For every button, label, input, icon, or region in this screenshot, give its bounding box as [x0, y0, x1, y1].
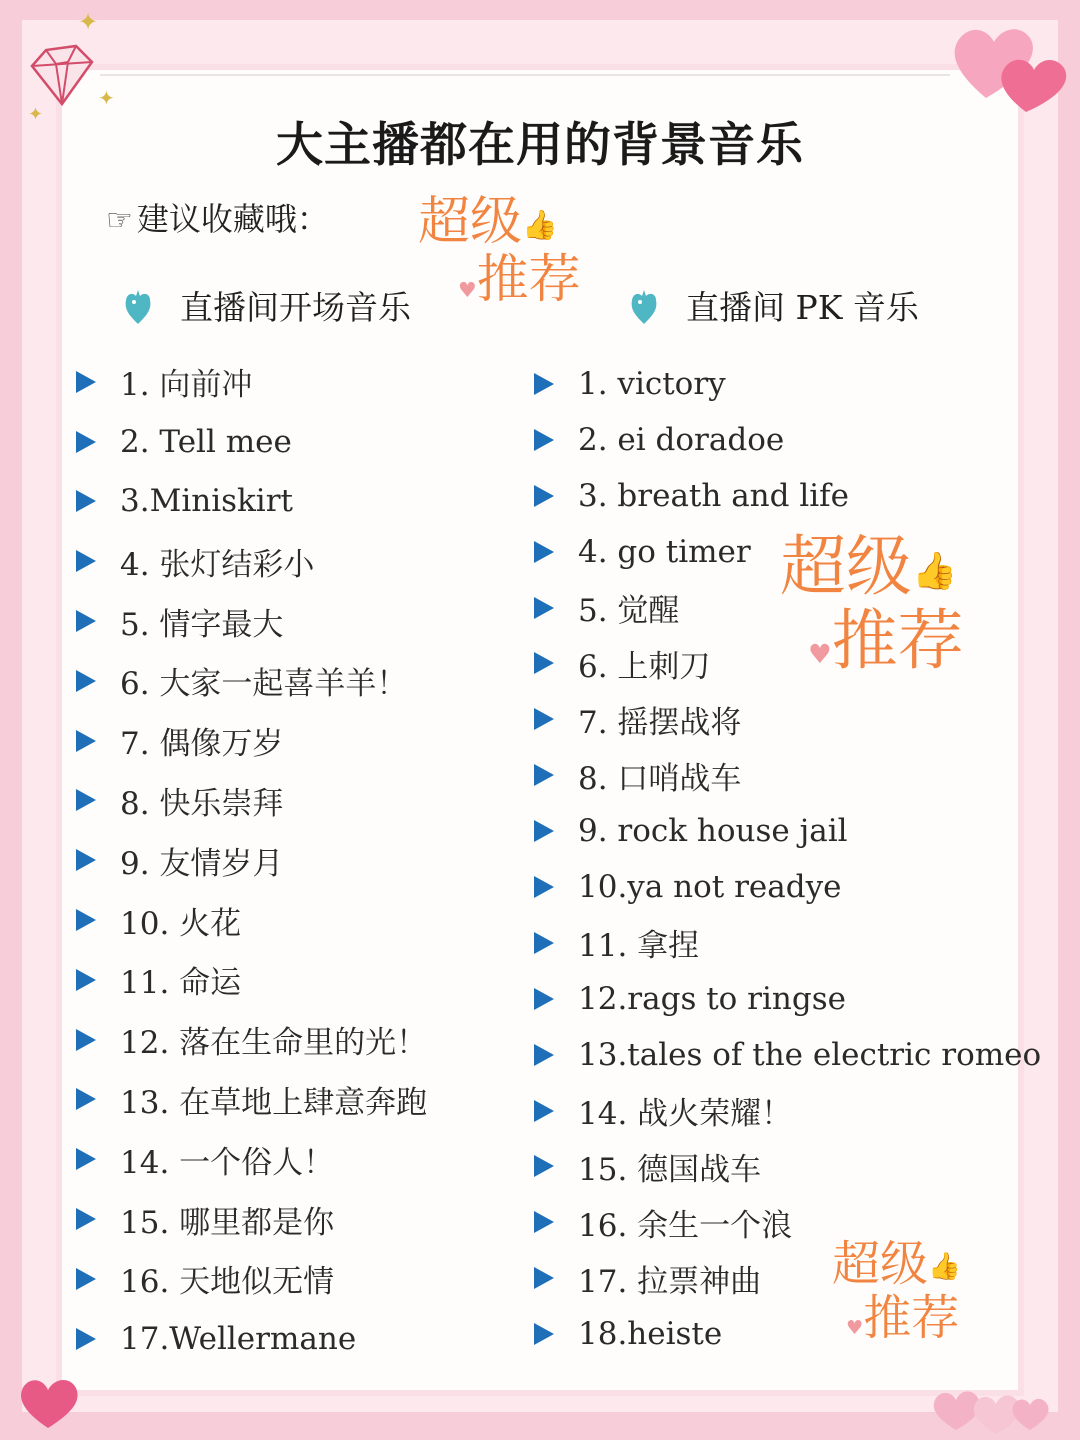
play-arrow-icon	[534, 932, 554, 954]
play-arrow-icon	[534, 876, 554, 898]
play-arrow-icon	[534, 429, 554, 451]
play-arrow-icon	[76, 1148, 96, 1170]
list-item-text: 14. 战火荣耀！	[578, 1096, 793, 1133]
list-item	[76, 890, 427, 950]
opening-music-list	[76, 352, 427, 1369]
list-item	[534, 803, 1041, 859]
list-item-text: 5. 觉醒	[578, 593, 680, 629]
list-item	[534, 1083, 1041, 1139]
list-item	[534, 915, 1041, 971]
list-item-text: 17.Wellermane	[120, 1320, 357, 1357]
list-item-text: 15. 哪里都是你	[120, 1204, 335, 1241]
list-item-text: 9. rock house jail	[578, 813, 848, 850]
play-arrow-icon	[76, 610, 96, 632]
list-item	[76, 531, 427, 591]
play-arrow-icon	[534, 541, 554, 563]
list-item-text: 11. 命运	[120, 965, 242, 1002]
list-item-text: 3.Miniskirt	[120, 483, 293, 520]
list-item-text: 12. 落在生命里的光！	[120, 1025, 428, 1062]
list-item	[534, 691, 1041, 747]
heart-icon: ♥	[458, 278, 477, 302]
sparkle-icon: ✦	[28, 104, 44, 125]
play-arrow-icon	[534, 1211, 554, 1233]
play-arrow-icon	[534, 1100, 554, 1122]
list-item-text: 13.tales of the electric romeo	[578, 1036, 1042, 1073]
play-arrow-icon	[534, 1155, 554, 1177]
list-item	[534, 524, 1041, 580]
stamp-line2: 推荐	[831, 602, 964, 679]
play-arrow-icon	[76, 371, 96, 393]
page-title: 大主播都在用的背景音乐	[276, 118, 804, 173]
stamp-line2: 推荐	[476, 250, 581, 310]
list-item	[534, 356, 1041, 412]
list-item	[534, 412, 1041, 468]
pointing-hand-icon: ☞	[106, 203, 133, 238]
bird-icon	[120, 286, 156, 326]
thumbs-up-icon: 👍	[912, 548, 958, 592]
list-item-text: 18.heiste	[578, 1316, 723, 1353]
play-arrow-icon	[534, 1267, 554, 1289]
list-item	[76, 591, 427, 651]
list-item	[534, 580, 1041, 636]
play-arrow-icon	[76, 969, 96, 991]
section-heading-opening	[120, 282, 411, 329]
list-item-text: 7. 偶像万岁	[120, 726, 284, 763]
list-item	[76, 771, 427, 831]
play-arrow-icon	[534, 988, 554, 1010]
hearts-icon	[946, 8, 1076, 118]
list-item-text: 17. 拉票神曲	[578, 1263, 762, 1300]
diamond-icon	[22, 28, 102, 108]
list-item	[76, 950, 427, 1010]
play-arrow-icon	[534, 597, 554, 619]
list-item	[534, 468, 1041, 524]
list-item-text: 7. 摇摆战将	[578, 704, 742, 741]
list-item	[76, 1249, 427, 1309]
heart-icon: ♥	[808, 639, 832, 670]
list-item	[76, 1070, 427, 1130]
list-item-text: 13. 在草地上肆意奔跑	[120, 1084, 428, 1121]
play-arrow-icon	[76, 909, 96, 931]
list-item	[534, 1306, 1041, 1362]
save-tip-text: 建议收藏哦：	[136, 200, 329, 238]
list-item	[534, 747, 1041, 803]
play-arrow-icon	[76, 1088, 96, 1110]
list-item-text: 10. 火花	[120, 905, 242, 942]
list-item	[76, 651, 427, 711]
play-arrow-icon	[76, 1268, 96, 1290]
list-item-text: 14. 一个俗人！	[120, 1144, 335, 1181]
list-item-text: 4. go timer	[578, 533, 751, 570]
list-item-text: 8. 口哨战车	[578, 760, 742, 797]
list-item-text: 3. breath and life	[578, 477, 849, 514]
list-item-text: 1. victory	[578, 365, 726, 402]
list-item-text: 11. 拿捏	[578, 928, 700, 965]
list-item-text: 9. 友情岁月	[120, 845, 284, 882]
list-item-text: 2. ei doradoe	[578, 421, 785, 458]
play-arrow-icon	[534, 1044, 554, 1066]
list-item-text: 15. 德国战车	[578, 1151, 762, 1188]
list-item	[76, 711, 427, 771]
list-item	[76, 1189, 427, 1249]
top-divider	[100, 74, 950, 76]
stamp-line1: 超级	[418, 192, 523, 252]
play-arrow-icon	[76, 849, 96, 871]
list-item-text: 16. 天地似无情	[120, 1264, 335, 1301]
heart-icon	[14, 1370, 84, 1430]
recommend-stamp	[418, 192, 581, 310]
play-arrow-icon	[534, 373, 554, 395]
sparkle-icon: ✦	[98, 86, 115, 110]
list-item-text: 5. 情字最大	[120, 606, 284, 643]
list-item-text: 6. 大家一起喜羊羊！	[120, 666, 408, 703]
section-heading-text: 直播间 PK 音乐	[686, 288, 919, 327]
list-item-text: 4. 张灯结彩小	[120, 546, 315, 583]
list-item-text: 2. Tell mee	[120, 423, 292, 460]
section-heading-text: 直播间开场音乐	[180, 288, 411, 327]
thumbs-up-icon: 👍	[928, 1250, 961, 1282]
hearts-icon	[926, 1380, 1056, 1440]
play-arrow-icon	[534, 764, 554, 786]
play-arrow-icon	[534, 820, 554, 842]
save-tip	[106, 194, 329, 240]
list-item	[534, 971, 1041, 1027]
play-arrow-icon	[534, 708, 554, 730]
list-item-text: 12.rags to ringse	[578, 980, 846, 1017]
thumbs-up-icon: 👍	[522, 207, 558, 242]
list-item-text: 8. 快乐崇拜	[120, 785, 284, 822]
sparkle-icon: ✦	[78, 8, 99, 36]
list-item	[534, 1138, 1041, 1194]
list-item	[534, 1194, 1041, 1250]
play-arrow-icon	[76, 490, 96, 512]
play-arrow-icon	[76, 730, 96, 752]
list-item	[76, 830, 427, 890]
list-item	[76, 472, 427, 532]
play-arrow-icon	[76, 789, 96, 811]
play-arrow-icon	[534, 652, 554, 674]
play-arrow-icon	[76, 1029, 96, 1051]
list-item	[76, 1129, 427, 1189]
play-arrow-icon	[76, 670, 96, 692]
play-arrow-icon	[76, 1208, 96, 1230]
pk-music-list	[534, 356, 1041, 1362]
play-arrow-icon	[76, 1328, 96, 1350]
play-arrow-icon	[534, 1323, 554, 1345]
list-item	[534, 635, 1041, 691]
play-arrow-icon	[534, 485, 554, 507]
list-item-text: 6. 上刺刀	[578, 648, 711, 685]
list-item-text: 1. 向前冲	[120, 367, 253, 404]
stamp-line1: 超级	[832, 1236, 929, 1292]
play-arrow-icon	[76, 431, 96, 453]
list-item	[76, 1010, 427, 1070]
bird-icon	[626, 286, 662, 326]
list-item	[534, 1250, 1041, 1306]
list-item	[534, 859, 1041, 915]
section-heading-pk	[626, 282, 919, 329]
heart-icon: ♥	[846, 1316, 864, 1339]
stamp-line2: 推荐	[863, 1290, 960, 1346]
list-item	[534, 1027, 1041, 1083]
list-item-text: 10.ya not readye	[578, 868, 842, 905]
list-item	[76, 412, 427, 472]
stamp-line1: 超级	[780, 528, 912, 605]
list-item	[76, 352, 427, 412]
list-item-text: 16. 余生一个浪	[578, 1207, 793, 1244]
play-arrow-icon	[76, 550, 96, 572]
list-item	[76, 1309, 427, 1369]
